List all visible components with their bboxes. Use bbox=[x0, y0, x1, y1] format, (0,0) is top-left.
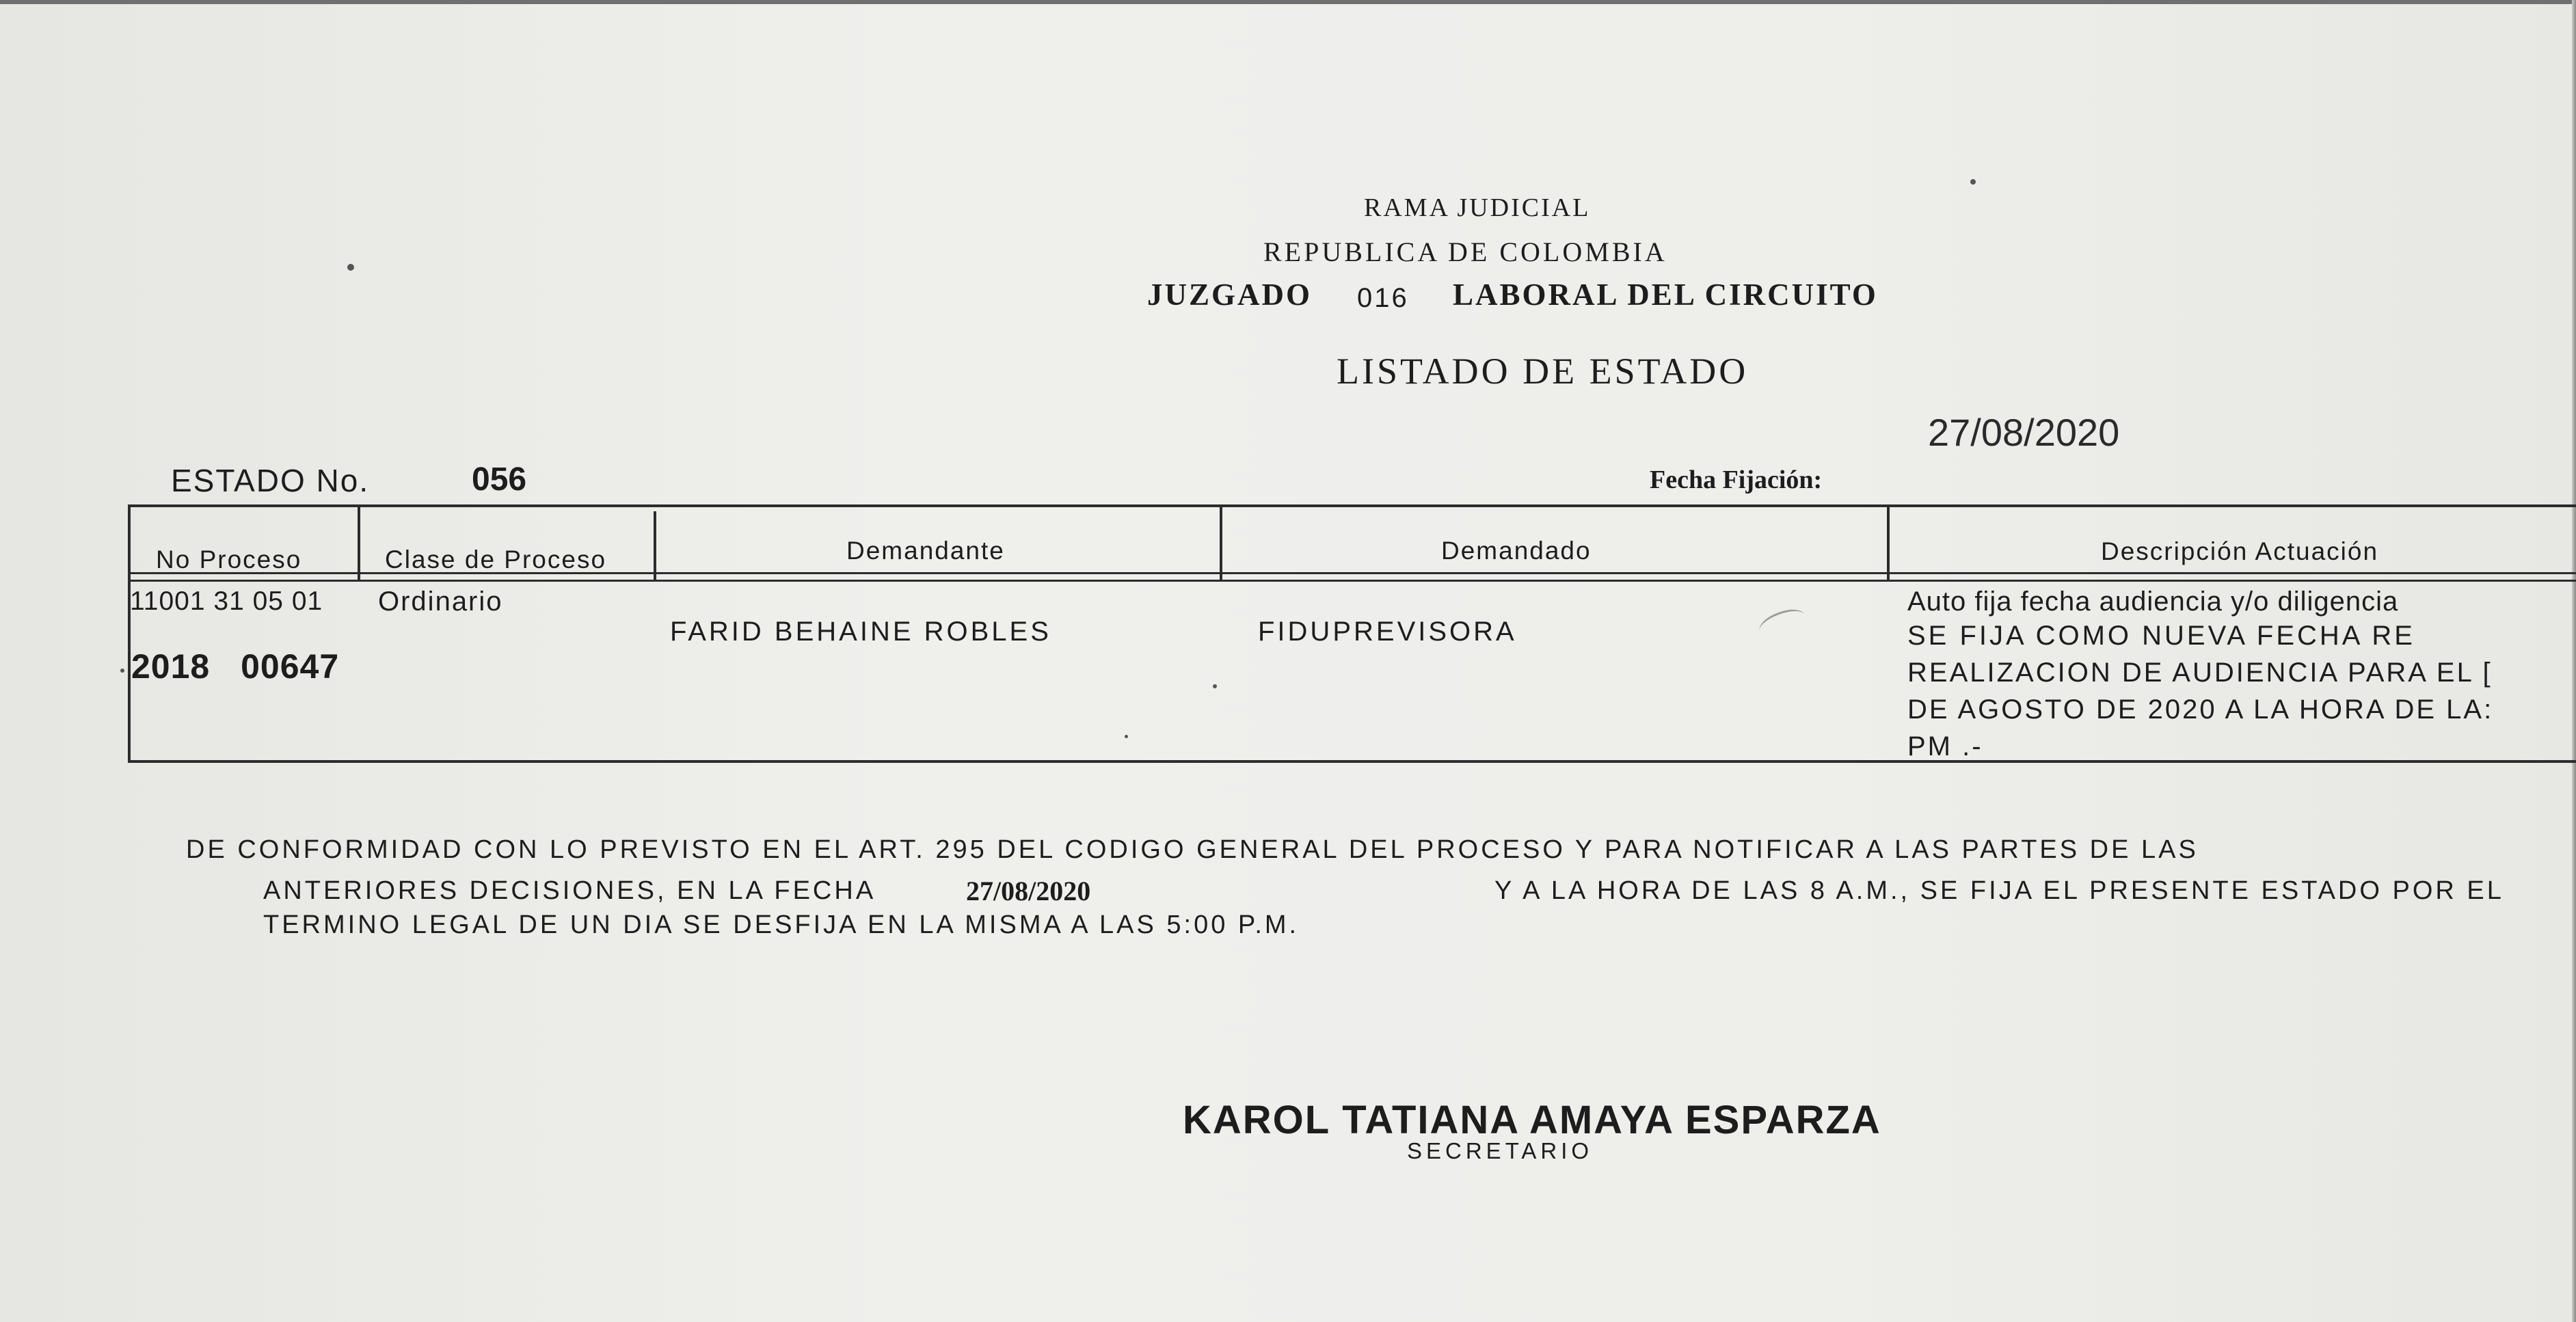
cell-proceso-code: 11001 31 05 01 bbox=[130, 586, 323, 616]
col-header-demandante: Demandante bbox=[846, 537, 1005, 565]
cell-descripcion-line: PM .- bbox=[1907, 731, 1983, 761]
estado-label: ESTADO No. bbox=[171, 463, 370, 498]
col-header-clase: Clase de Proceso bbox=[385, 545, 607, 574]
document-date: 27/08/2020 bbox=[1928, 411, 2120, 454]
cell-descripcion-line: Auto fija fecha audiencia y/o diligencia bbox=[1907, 586, 2399, 617]
cell-descripcion-line: SE FIJA COMO NUEVA FECHA RE bbox=[1907, 621, 2415, 651]
cell-demandante: FARID BEHAINE ROBLES bbox=[670, 617, 1051, 647]
signature-name: KAROL TATIANA AMAYA ESPARZA bbox=[1183, 1098, 1881, 1142]
table-col-divider bbox=[1887, 504, 1890, 580]
cell-proceso-number: 2018 00647 bbox=[131, 647, 340, 686]
header-juzgado-label: JUZGADO bbox=[1147, 278, 1313, 312]
header-juzgado-type: LABORAL DEL CIRCUITO bbox=[1453, 278, 1878, 312]
table-col-divider bbox=[1220, 504, 1222, 580]
table-col-divider bbox=[358, 504, 360, 580]
cell-demandado: FIDUPREVISORA bbox=[1258, 617, 1517, 647]
notice-line-1: DE CONFORMIDAD CON LO PREVISTO EN EL ART. 295 DEL CODIGO GENERAL DEL PROCESO Y PARA NOTIFICAR A LAS PARTES DE LAS bbox=[186, 835, 2199, 864]
col-header-demandado: Demandado bbox=[1441, 537, 1592, 565]
header-juzgado-number: 016 bbox=[1357, 283, 1409, 313]
col-header-no-proceso: No Proceso bbox=[156, 545, 302, 574]
signature-title: SECRETARIO bbox=[1407, 1138, 1594, 1163]
header-republica: REPUBLICA DE COLOMBIA bbox=[1263, 237, 1667, 267]
table-col-divider bbox=[654, 511, 656, 580]
fecha-fijacion-label: Fecha Fijación: bbox=[1650, 466, 1823, 494]
notice-line-3: TERMINO LEGAL DE UN DIA SE DESFIJA EN LA MISMA A LAS 5:00 P.M. bbox=[263, 910, 1300, 939]
cell-clase: Ordinario bbox=[378, 586, 503, 617]
page-title: LISTADO DE ESTADO bbox=[1337, 351, 1749, 392]
notice-line-2-end: Y A LA HORA DE LAS 8 A.M., SE FIJA EL PRESENTE ESTADO POR EL bbox=[1494, 876, 2504, 905]
paper-speck bbox=[1125, 735, 1128, 738]
notice-date: 27/08/2020 bbox=[966, 876, 1091, 906]
header-rama-judicial: RAMA JUDICIAL bbox=[1364, 193, 1591, 222]
col-header-descripcion: Descripción Actuación bbox=[2101, 537, 2379, 565]
paper-speck bbox=[1213, 684, 1217, 688]
paper-speck bbox=[1970, 179, 1976, 185]
paper-speck bbox=[120, 669, 124, 673]
notice-line-2-start: ANTERIORES DECISIONES, EN LA FECHA bbox=[263, 876, 876, 905]
estado-number: 056 bbox=[472, 461, 527, 498]
cell-descripcion-line: REALIZACION DE AUDIENCIA PARA EL [ bbox=[1907, 658, 2493, 688]
paper-speck bbox=[347, 264, 354, 271]
screen-top-edge bbox=[0, 0, 2576, 4]
table-header-divider-second bbox=[128, 580, 2576, 582]
cell-descripcion-line: DE AGOSTO DE 2020 A LA HORA DE LA: bbox=[1907, 694, 2494, 725]
